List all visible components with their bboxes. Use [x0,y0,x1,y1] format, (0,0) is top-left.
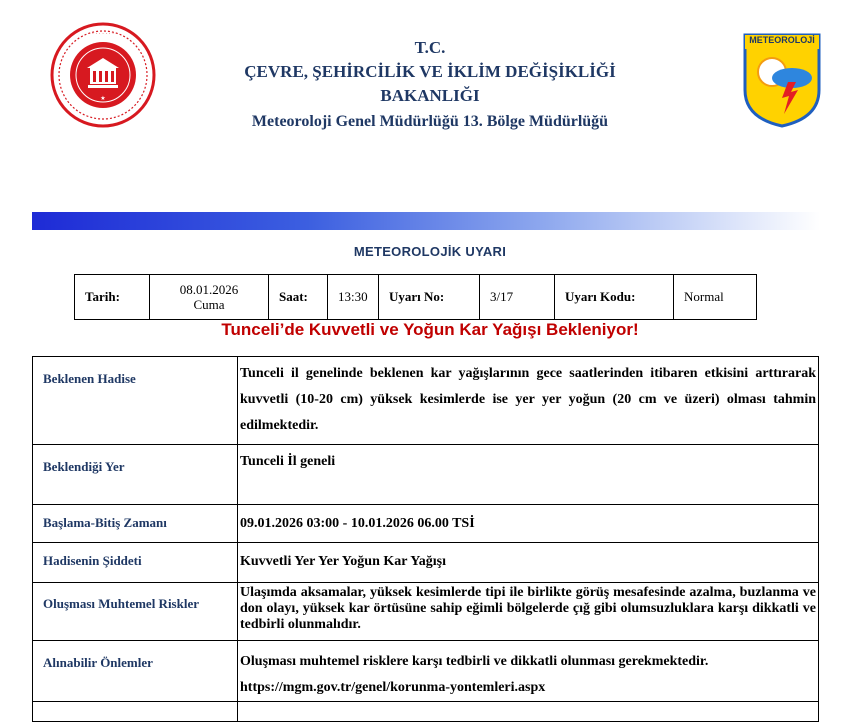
row-label-start-end-time: Başlama-Bitiş Zamanı [33,505,238,543]
row-value-empty [238,702,819,722]
warning-details-table [32,356,819,722]
date-cell [150,275,269,320]
header-line-bakanlik: BAKANLIĞI [380,86,480,105]
row-value-precautions-cell [238,641,819,702]
mgm-logo [742,32,822,128]
table-row [33,357,819,445]
row-value-expected-place: Tunceli İl geneli [238,445,819,505]
header-line-tc: T.C. [414,38,446,57]
time-label: Saat: [269,275,328,320]
warning-no-value: 3/17 [480,275,555,320]
date-value: 08.01.2026 [179,282,239,297]
document-title: METEOROLOJİK UYARI [353,244,507,259]
header-line-directorate: Meteoroloji Genel Müdürlüğü 13. Bölge Müdürlüğü [251,113,609,130]
row-value-precautions: Oluşması muhtemel risklere karşı tedbirli ve dikkatli olunması gerekmektedir. [240,654,709,669]
header-line-ministry: ÇEVRE, ŞEHİRCİLİK VE İKLİM DEĞİŞİKLİĞİ [244,62,616,81]
row-label-precautions: Alınabilir Önlemler [33,641,238,702]
warning-code-value: Normal [674,275,757,320]
row-value-start-end-time: 09.01.2026 03:00 - 10.01.2026 06.00 TSİ [238,505,819,543]
header [150,36,710,134]
mgm-logo-text: METEOROLOJİ [749,35,815,45]
table-row [33,641,819,702]
table-row [33,505,819,543]
table-row [33,445,819,505]
precautions-link[interactable]: https://mgm.gov.tr/genel/korunma-yontemleri.aspx [240,680,546,695]
row-label-possible-risks: Oluşması Muhtemel Riskler [33,583,238,641]
row-label-empty [33,702,238,722]
ministry-seal-logo [50,22,156,128]
svg-text:★: ★ [100,96,106,102]
svg-text:· · · · · · · · ·: · · · · · · · · · [88,31,118,37]
row-label-severity: Hadisenin Şiddeti [33,543,238,583]
table-row [33,583,819,641]
row-value-possible-risks: Ulaşımda aksamalar, yüksek kesimlerde tipi ile birlikte görüş mesafesinde azalma, buzlanma ve don olayı, yüksek kar örtüsüne sahip eğimli bölgelerde çığ gibi olumsuzluklara karşı dikkatli ve tedbirli olunmalıdır. [238,583,819,641]
row-label-expected-event: Beklenen Hadise [33,357,238,445]
header-divider-bar [32,212,820,230]
row-value-severity: Kuvvetli Yer Yer Yoğun Kar Yağışı [238,543,819,583]
table-row [33,702,819,722]
date-label: Tarih: [75,275,150,320]
row-label-expected-place: Beklendiği Yer [33,445,238,505]
warning-code-label: Uyarı Kodu: [555,275,674,320]
warning-headline: Tunceli’de Kuvvetli ve Yoğun Kar Yağışı Bekleniyor! [221,320,639,339]
warning-no-label: Uyarı No: [379,275,480,320]
time-value: 13:30 [328,275,379,320]
table-row [33,543,819,583]
warning-info-table [74,274,757,320]
day-value: Cuma [193,297,225,312]
row-value-expected-event: Tunceli il genelinde beklenen kar yağışlarının gece saatlerinden itibaren etkisini arttırarak kuvvetli (10-20 cm) yüksek kesimlerde ise yer yer yoğun (20 cm ve üzeri) olması tahmin edilmektedir. [238,357,819,445]
